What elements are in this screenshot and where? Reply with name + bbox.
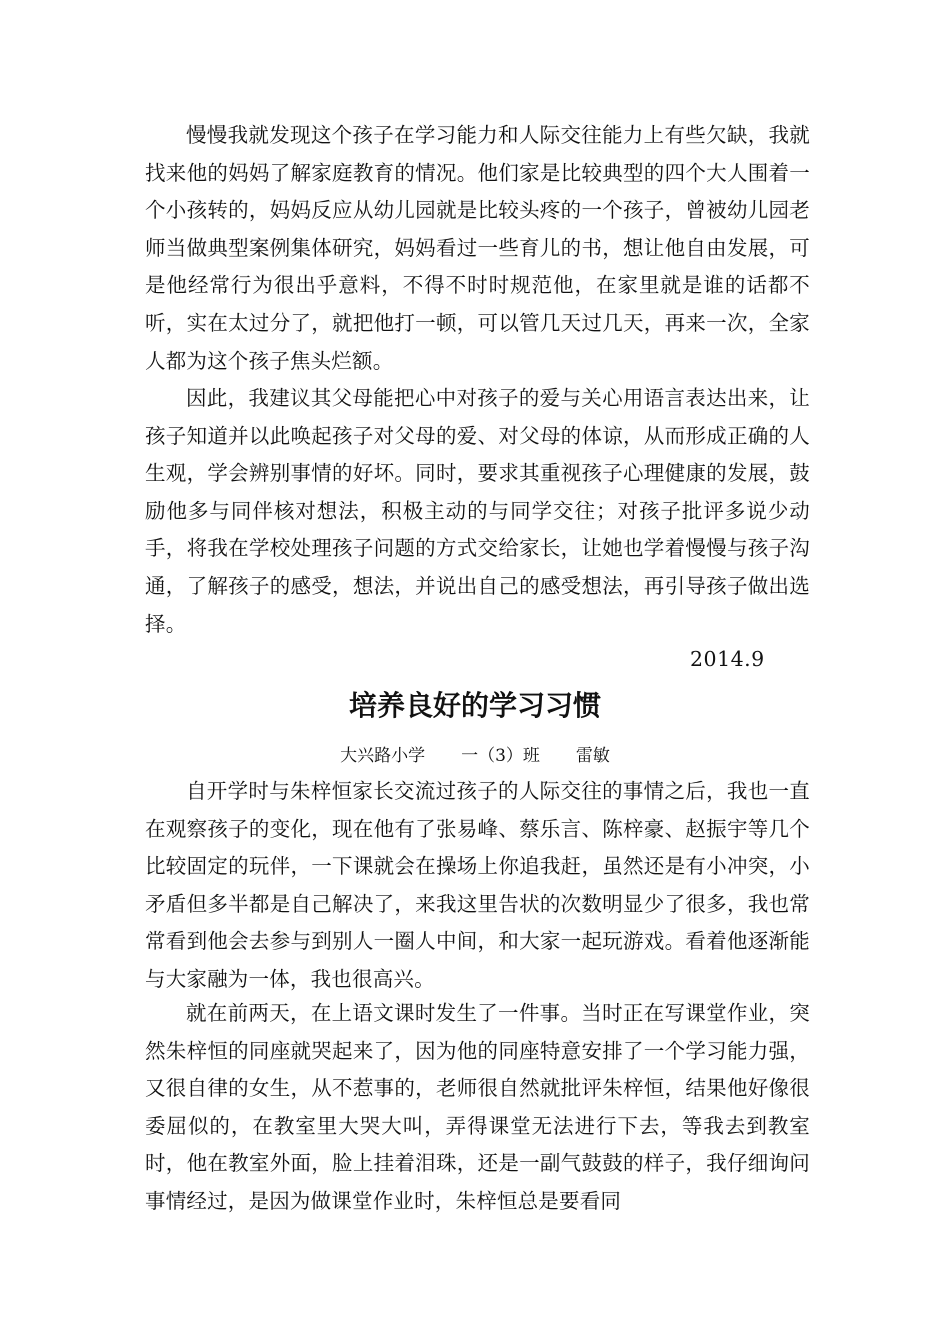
paragraph: 因此，我建议其父母能把心中对孩子的爱与关心用语言表达出来，让孩子知道并以此唤起孩子对父母的爱、对父母的体谅，从而形成正确的人生观，学会辨别事情的好坏。同时，要求其重视孩子心理健康的发展，鼓励他多与同伴核对想法，积极主动的与同学交往；对孩子批评多说少动手，将我在学校处理孩子问题的方式交给家长，让她也学着慢慢与孩子沟通，了解孩子的感受，想法，并说出自己的感受想法，再引导孩子做出选择。 [145, 386, 810, 636]
article-title: 培养良好的学习习惯 [348, 689, 601, 722]
article-body-2 [145, 995, 810, 1221]
author-name: 雷敏 [575, 746, 610, 766]
paragraph: 自开学时与朱梓恒家长交流过孩子的人际交往的事情之后，我也一直在观察孩子的变化，现在他有了张易峰、蔡乐言、陈梓豪、赵振宇等几个比较固定的玩伴，一下课就会在操场上你追我赶，虽然还是有小冲突，小矛盾但多半都是自己解决了，来我这里告状的次数明显少了很多，我也常常看到他会去参与到别人一圈人中间，和大家一起玩游戏。看着他逐渐能与大家融为一体，我也很高兴。 [145, 779, 810, 991]
date-line: 2014.9 [690, 647, 765, 671]
text-block-previous [145, 117, 810, 380]
byline [0, 741, 950, 771]
school-name: 大兴路小学 [340, 746, 426, 766]
text-block-previous-2 [145, 380, 810, 643]
paragraph: 慢慢我就发现这个孩子在学习能力和人际交往能力上有些欠缺，我就找来他的妈妈了解家庭教育的情况。他们家是比较典型的四个大人围着一个小孩转的，妈妈反应从幼儿园就是比较头疼的一个孩子，曾被幼儿园老师当做典型案例集体研究，妈妈看过一些育儿的书，想让他自由发展，可是他经常行为很出乎意料，不得不时时规范他，在家里就是谁的话都不听，实在太过分了，就把他打一顿，可以管几天过几天，再来一次，全家人都为这个孩子焦头烂额。 [145, 123, 810, 373]
paragraph: 就在前两天，在上语文课时发生了一件事。当时正在写课堂作业，突然朱梓恒的同座就哭起来了，因为他的同座特意安排了一个学习能力强，又很自律的女生，从不惹事的，老师很自然就批评朱梓恒，结果他好像很委屈似的，在教室里大哭大叫，弄得课堂无法进行下去，等我去到教室时，他在教室外面，脸上挂着泪珠，还是一副气鼓鼓的样子，我仔细询问事情经过，是因为做课堂作业时，朱梓恒总是要看同 [145, 1001, 810, 1213]
class-name: 一（3）班 [461, 746, 540, 766]
article-body-1 [145, 773, 810, 999]
